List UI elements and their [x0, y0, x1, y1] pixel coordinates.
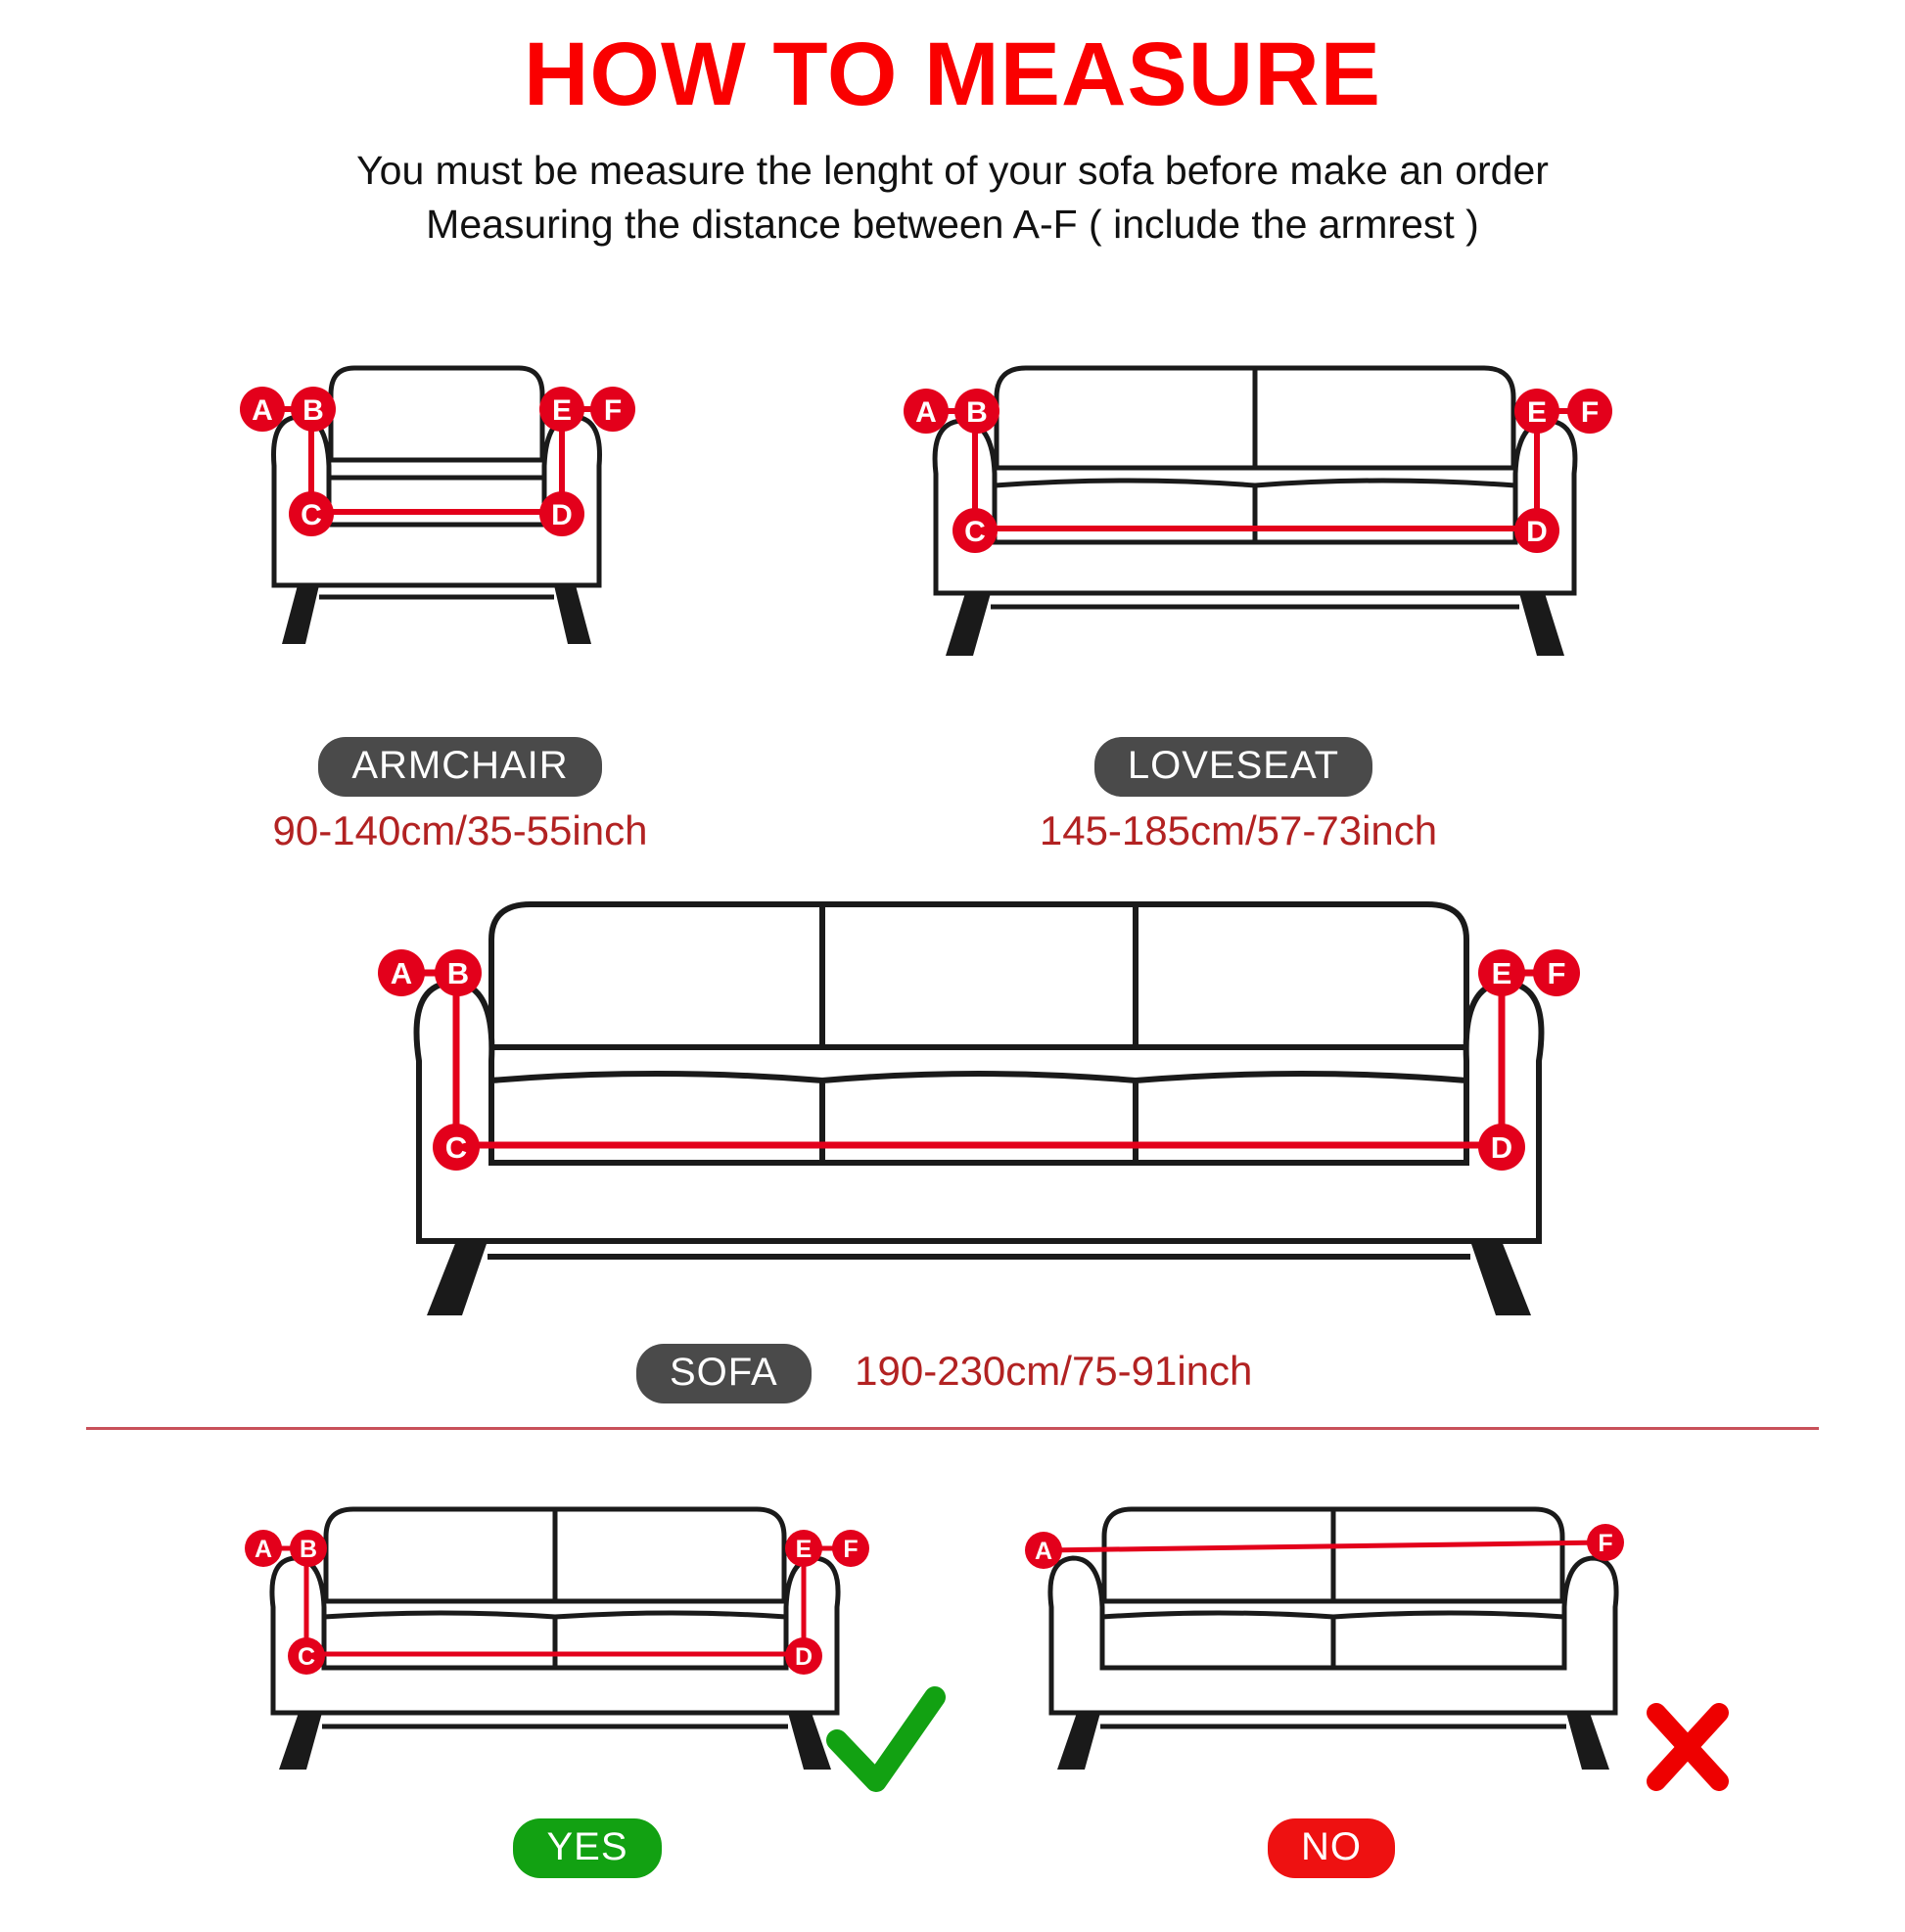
svg-text:F: F [603, 394, 623, 427]
check-icon [837, 1697, 935, 1781]
sofa-dimension: 190-230cm/75-91inch [855, 1348, 1253, 1394]
incorrect-caption [1057, 1818, 1605, 1878]
svg-text:C: C [297, 1643, 316, 1671]
marker-c [288, 1637, 325, 1675]
svg-text:E: E [1526, 396, 1548, 429]
incorrect-example-diagram [1028, 1495, 1733, 1789]
svg-text:E: E [1491, 956, 1512, 990]
svg-text:B: B [966, 396, 988, 429]
how-to-measure-infographic [0, 24, 1905, 1932]
marker-d [1514, 508, 1559, 553]
sofa-diagram [362, 889, 1596, 1349]
armchair-diagram [225, 350, 695, 683]
svg-text:B: B [302, 394, 324, 427]
section-divider [86, 1427, 1819, 1430]
marker-a [378, 949, 425, 996]
svg-text:D: D [794, 1643, 813, 1671]
svg-text:C: C [301, 499, 322, 531]
armchair-caption [196, 737, 724, 797]
marker-e [1478, 949, 1525, 996]
marker-b [290, 1530, 327, 1567]
svg-text:F: F [1580, 396, 1600, 429]
subtitle-line-1: You must be measure the lenght of your sofa before make an order [356, 147, 1549, 193]
marker-e [1514, 389, 1559, 434]
svg-text:C: C [444, 1130, 468, 1165]
svg-text:D: D [551, 499, 573, 531]
svg-text:E: E [551, 394, 573, 427]
armchair-dimension-row [176, 807, 744, 853]
correct-sofa-drawing [250, 1495, 935, 1789]
svg-text:F: F [1547, 956, 1566, 990]
marker-a [1025, 1532, 1062, 1569]
marker-f [1533, 949, 1580, 996]
incorrect-sofa-drawing [1028, 1495, 1733, 1789]
svg-text:A: A [915, 396, 937, 429]
marker-b [954, 389, 999, 434]
page-title: HOW TO MEASURE [523, 24, 1382, 124]
loveseat-caption [959, 737, 1508, 797]
loveseat-dimension: 145-185cm/57-73inch [1039, 807, 1438, 853]
sofa-drawing [362, 889, 1596, 1349]
svg-text:D: D [1490, 1130, 1513, 1165]
svg-text:C: C [964, 516, 986, 548]
loveseat-diagram [910, 350, 1684, 683]
marker-e [539, 387, 584, 432]
marker-c [289, 491, 334, 536]
svg-text:A: A [252, 394, 273, 427]
svg-text:A: A [254, 1536, 273, 1563]
marker-e [785, 1530, 822, 1567]
svg-text:D: D [1526, 516, 1548, 548]
svg-text:F: F [843, 1536, 859, 1563]
svg-text:E: E [795, 1536, 813, 1563]
yes-label: YES [513, 1818, 661, 1878]
marker-f [1587, 1524, 1624, 1561]
svg-text:B: B [446, 956, 470, 990]
correct-caption [313, 1818, 861, 1878]
loveseat-drawing [910, 350, 1684, 683]
cross-icon [1656, 1713, 1719, 1781]
marker-f [832, 1530, 869, 1567]
sofa-caption-row [636, 1344, 1517, 1403]
subtitle-line-2: Measuring the distance between A-F ( include the armrest ) [426, 201, 1479, 247]
svg-text:F: F [1598, 1530, 1613, 1557]
marker-a [904, 389, 949, 434]
marker-d [1478, 1124, 1525, 1171]
marker-c [433, 1124, 480, 1171]
no-label: NO [1268, 1818, 1395, 1878]
marker-a [240, 387, 285, 432]
page-subtitle [0, 144, 1905, 253]
loveseat-label: LOVESEAT [1094, 737, 1372, 797]
marker-f [1567, 389, 1612, 434]
marker-c [952, 508, 998, 553]
sofa-label: SOFA [636, 1344, 812, 1403]
loveseat-dimension-row [901, 807, 1576, 853]
marker-f [590, 387, 635, 432]
armchair-label: ARMCHAIR [318, 737, 601, 797]
marker-b [291, 387, 336, 432]
svg-text:A: A [390, 956, 413, 990]
marker-d [539, 491, 584, 536]
svg-text:A: A [1034, 1538, 1053, 1565]
marker-b [435, 949, 482, 996]
marker-a [245, 1530, 282, 1567]
svg-text:B: B [299, 1536, 318, 1563]
armchair-drawing [225, 350, 695, 683]
marker-d [785, 1637, 822, 1675]
armchair-dimension: 90-140cm/35-55inch [272, 807, 648, 853]
correct-example-diagram [250, 1495, 935, 1789]
